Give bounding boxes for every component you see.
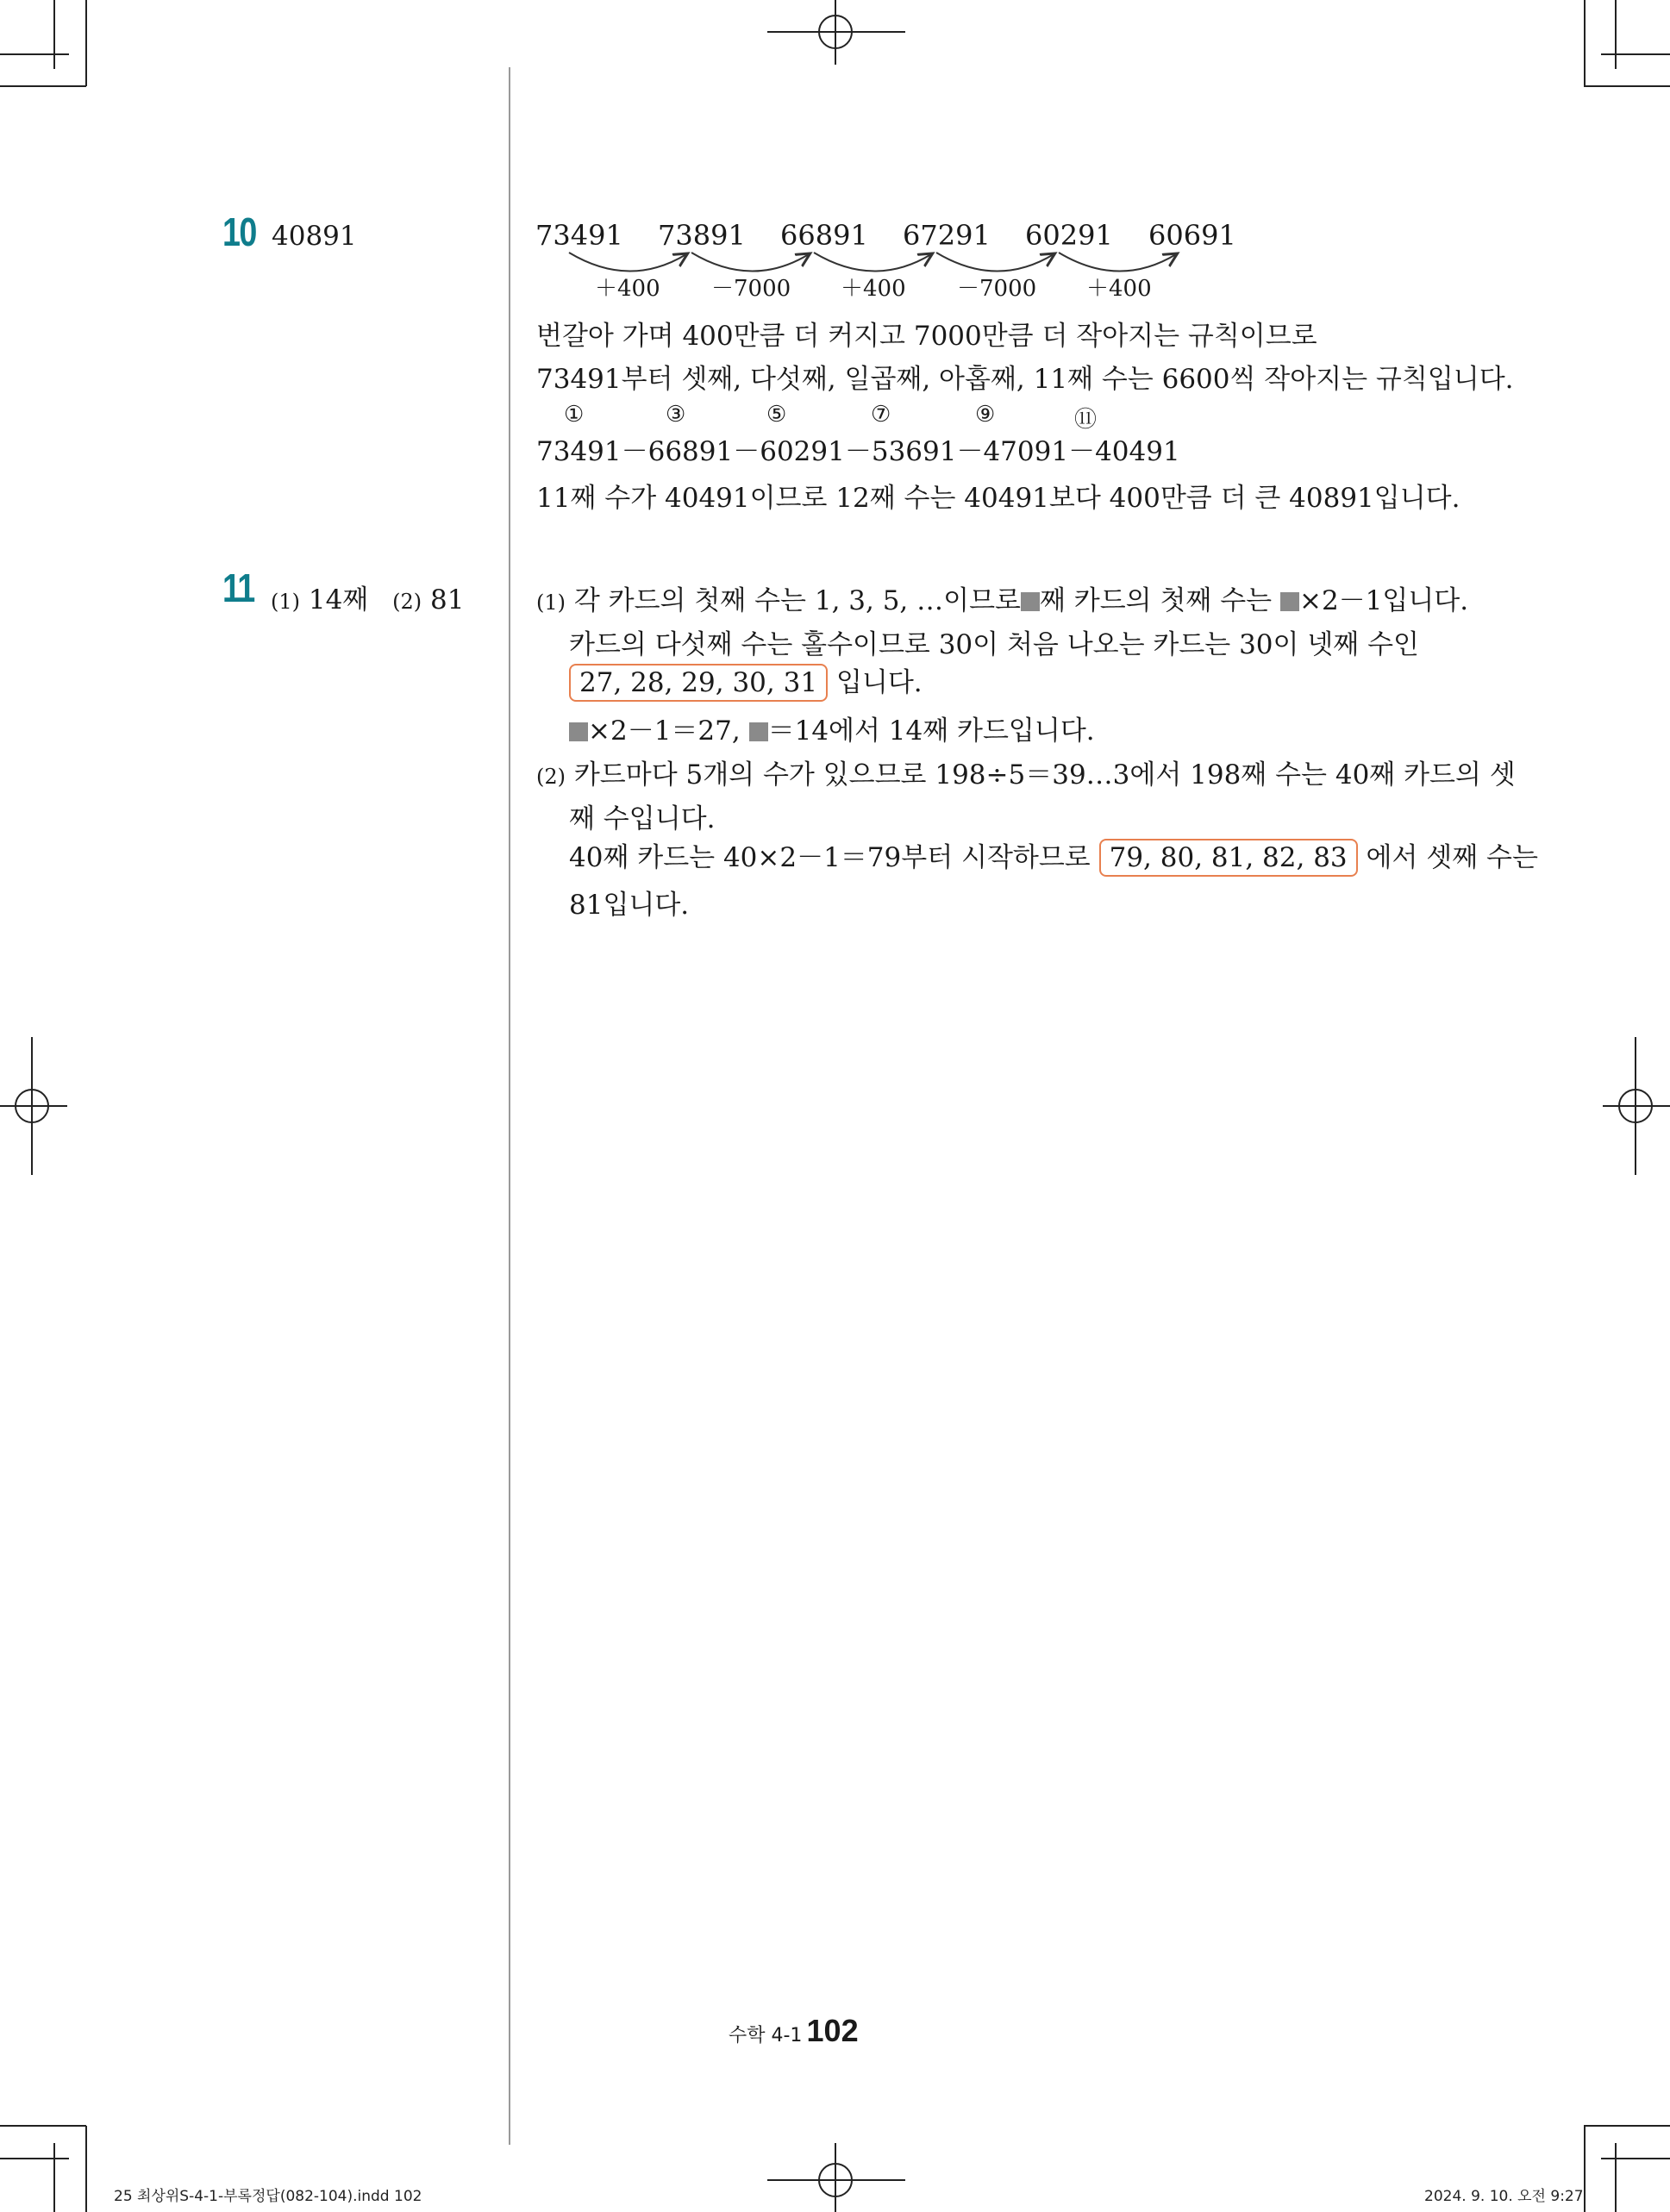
q11-part1-line-1 [536,578,1468,617]
circled-index: ① [564,402,585,428]
text: ＝14에서 14째 카드입니다. [767,715,1095,747]
text: 카드마다 5개의 수가 있으므로 198÷5＝39…3에서 198째 수는 40째 카드의 셋 [573,759,1516,790]
q11-part2-line-4: 81입니다. [569,890,690,921]
text: 입니다. [835,667,923,698]
column-divider [509,67,510,2145]
footer-file-info: 25 최상위S-4-1-부록정답(082-104).indd 102 [114,2188,422,2205]
circled-index: ⑪ [1074,407,1098,433]
q10-explanation-line-4: 11째 수가 40491이므로 12째 수는 40491보다 400만큼 더 큰 40891입니다. [536,483,1460,514]
text: ×2－1입니다. [1298,585,1469,616]
step-label: －7000 [957,276,1037,302]
sequence-number: 66891 [780,219,868,252]
part-2-label: (2) [536,765,566,789]
page-number: 102 [806,2013,859,2048]
q11-part1-line-3 [569,660,923,699]
step-label: ＋400 [841,276,906,302]
q10-explanation-line-2: 73491부터 셋째, 다섯째, 일곱째, 아홉째, 11째 수는 6600씩 작아지는 규칙입니다. [536,364,1514,395]
q11-part1-line-2: 카드의 다섯째 수는 홀수이므로 30이 처음 나오는 카드는 30이 넷째 수인 [569,629,1419,660]
part-1-label: (1) [536,590,566,615]
text: 각 카드의 첫째 수는 1, 3, 5, …이므로 [573,585,1021,616]
highlight-box: 79, 80, 81, 82, 83 [1099,839,1358,877]
q10-explanation-line-1: 번갈아 가며 400만큼 더 커지고 7000만큼 더 작아지는 규칙이므로 [536,321,1317,352]
answer-1-label: (1) [271,590,300,614]
question-11-answers [271,578,464,616]
circled-index: ⑤ [766,402,787,428]
registration-mark-bottom [767,2143,905,2212]
question-11-number: 11 [222,565,254,610]
square-symbol [749,722,768,741]
q11-part2-line-3 [569,835,1538,874]
square-symbol [1021,592,1040,611]
highlight-box: 27, 28, 29, 30, 31 [569,664,828,702]
q11-part1-line-4 [569,709,1095,747]
question-10-answer: 40891 [272,221,357,252]
step-label: ＋400 [595,276,660,302]
square-symbol [569,722,588,741]
text: 40째 카드는 40×2－1＝79부터 시작하므로 [569,842,1091,873]
footer-date: 2024. 9. 10. 오전 9:27 [1424,2188,1584,2205]
sequence-number: 67291 [903,219,991,252]
sequence-number: 73891 [658,219,746,252]
page-number-block [729,2013,859,2049]
square-symbol [1280,592,1299,611]
sequence-number: 73491 [535,219,623,252]
answer-1: 14째 [308,584,369,615]
question-10-number: 10 [222,209,256,254]
answer-2: 81 [429,584,465,615]
sequence-number: 60691 [1148,219,1236,252]
answer-2-label: (2) [392,590,422,614]
circled-index: ⑨ [975,402,996,428]
q10-explanation-line-3: 73491－66891－60291－53691－47091－40491 [536,436,1180,467]
text: ×2－1＝27, [588,715,741,747]
q11-part2-line-2: 째 수입니다. [569,803,716,834]
registration-mark-left [0,1037,69,1175]
text: 째 카드의 첫째 수는 [1039,585,1273,616]
step-label: ＋400 [1086,276,1152,302]
sequence-number: 60291 [1025,219,1113,252]
registration-mark-top [767,0,905,69]
step-label: －7000 [711,276,791,302]
circled-index: ⑦ [871,402,891,428]
q11-part2-line-1 [536,753,1516,791]
text: 에서 셋째 수는 [1366,842,1538,873]
circled-index: ③ [666,402,686,428]
subject-label: 수학 4-1 [729,2025,803,2046]
registration-mark-right [1601,1037,1670,1175]
